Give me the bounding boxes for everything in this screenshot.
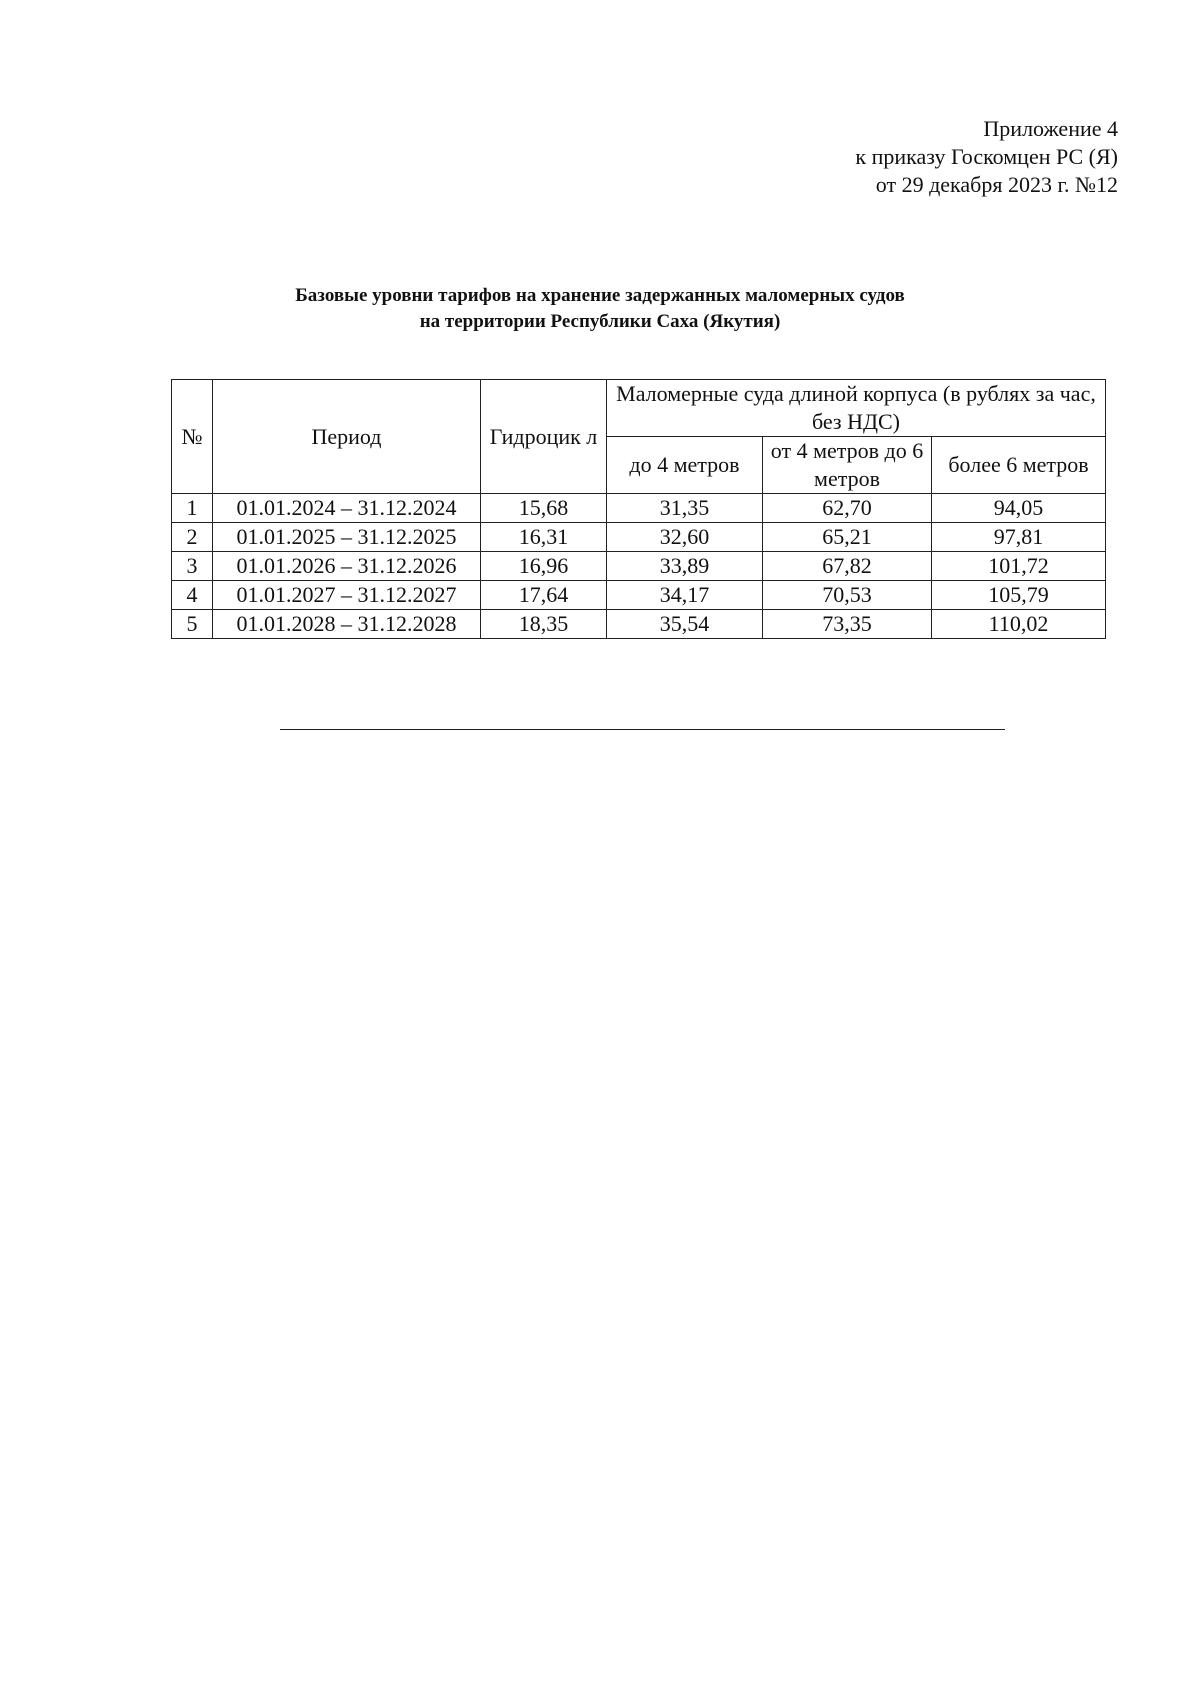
cell-boats-4-to-6: 67,82 [763,552,932,581]
table-row [172,523,1106,552]
title-line-1: Базовые уровни тарифов на хранение задержанных маломерных судов [295,285,905,306]
cell-jetski: 15,68 [481,494,607,523]
appendix-number: Приложение 4 [983,116,1118,141]
cell-jetski: 16,31 [481,523,607,552]
cell-boats-4-to-6: 73,35 [763,610,932,639]
cell-period: 01.01.2027 – 31.12.2027 [213,581,481,610]
header-boats-up-to-4: до 4 метров [607,437,763,494]
cell-boats-up-to-4: 34,17 [607,581,763,610]
cell-num: 5 [172,610,213,639]
cell-boats-up-to-4: 33,89 [607,552,763,581]
cell-boats-4-to-6: 70,53 [763,581,932,610]
cell-boats-up-to-4: 35,54 [607,610,763,639]
appendix-order: к приказу Госкомцен РС (Я) [855,144,1118,169]
cell-boats-over-6: 101,72 [932,552,1106,581]
title-line-2: на территории Республики Саха (Якутия) [419,311,781,332]
appendix-reference [855,115,1118,199]
cell-period: 01.01.2026 – 31.12.2026 [213,552,481,581]
header-jetski: Гидроцик л [481,380,607,494]
closing-divider-line [280,729,1005,730]
cell-boats-4-to-6: 62,70 [763,494,932,523]
cell-boats-over-6: 97,81 [932,523,1106,552]
table-header-row [172,380,1106,437]
cell-num: 4 [172,581,213,610]
cell-num: 3 [172,552,213,581]
table-row [172,552,1106,581]
cell-boats-up-to-4: 32,60 [607,523,763,552]
cell-boats-over-6: 94,05 [932,494,1106,523]
cell-boats-up-to-4: 31,35 [607,494,763,523]
table-row [172,610,1106,639]
cell-boats-4-to-6: 65,21 [763,523,932,552]
cell-period: 01.01.2025 – 31.12.2025 [213,523,481,552]
table-row [172,494,1106,523]
cell-jetski: 16,96 [481,552,607,581]
cell-num: 2 [172,523,213,552]
cell-period: 01.01.2024 – 31.12.2024 [213,494,481,523]
cell-boats-over-6: 105,79 [932,581,1106,610]
document-title [0,283,1200,335]
header-boats-group: Маломерные суда длиной корпуса (в рублях за час, без НДС) [607,380,1106,437]
cell-jetski: 18,35 [481,610,607,639]
cell-period: 01.01.2028 – 31.12.2028 [213,610,481,639]
cell-jetski: 17,64 [481,581,607,610]
table-row [172,581,1106,610]
header-period: Период [213,380,481,494]
header-boats-4-to-6: от 4 метров до 6 метров [763,437,932,494]
appendix-date: от 29 декабря 2023 г. №12 [875,172,1118,197]
cell-boats-over-6: 110,02 [932,610,1106,639]
cell-num: 1 [172,494,213,523]
header-boats-over-6: более 6 метров [932,437,1106,494]
header-num: № [172,380,213,494]
tariff-table [171,379,1106,639]
